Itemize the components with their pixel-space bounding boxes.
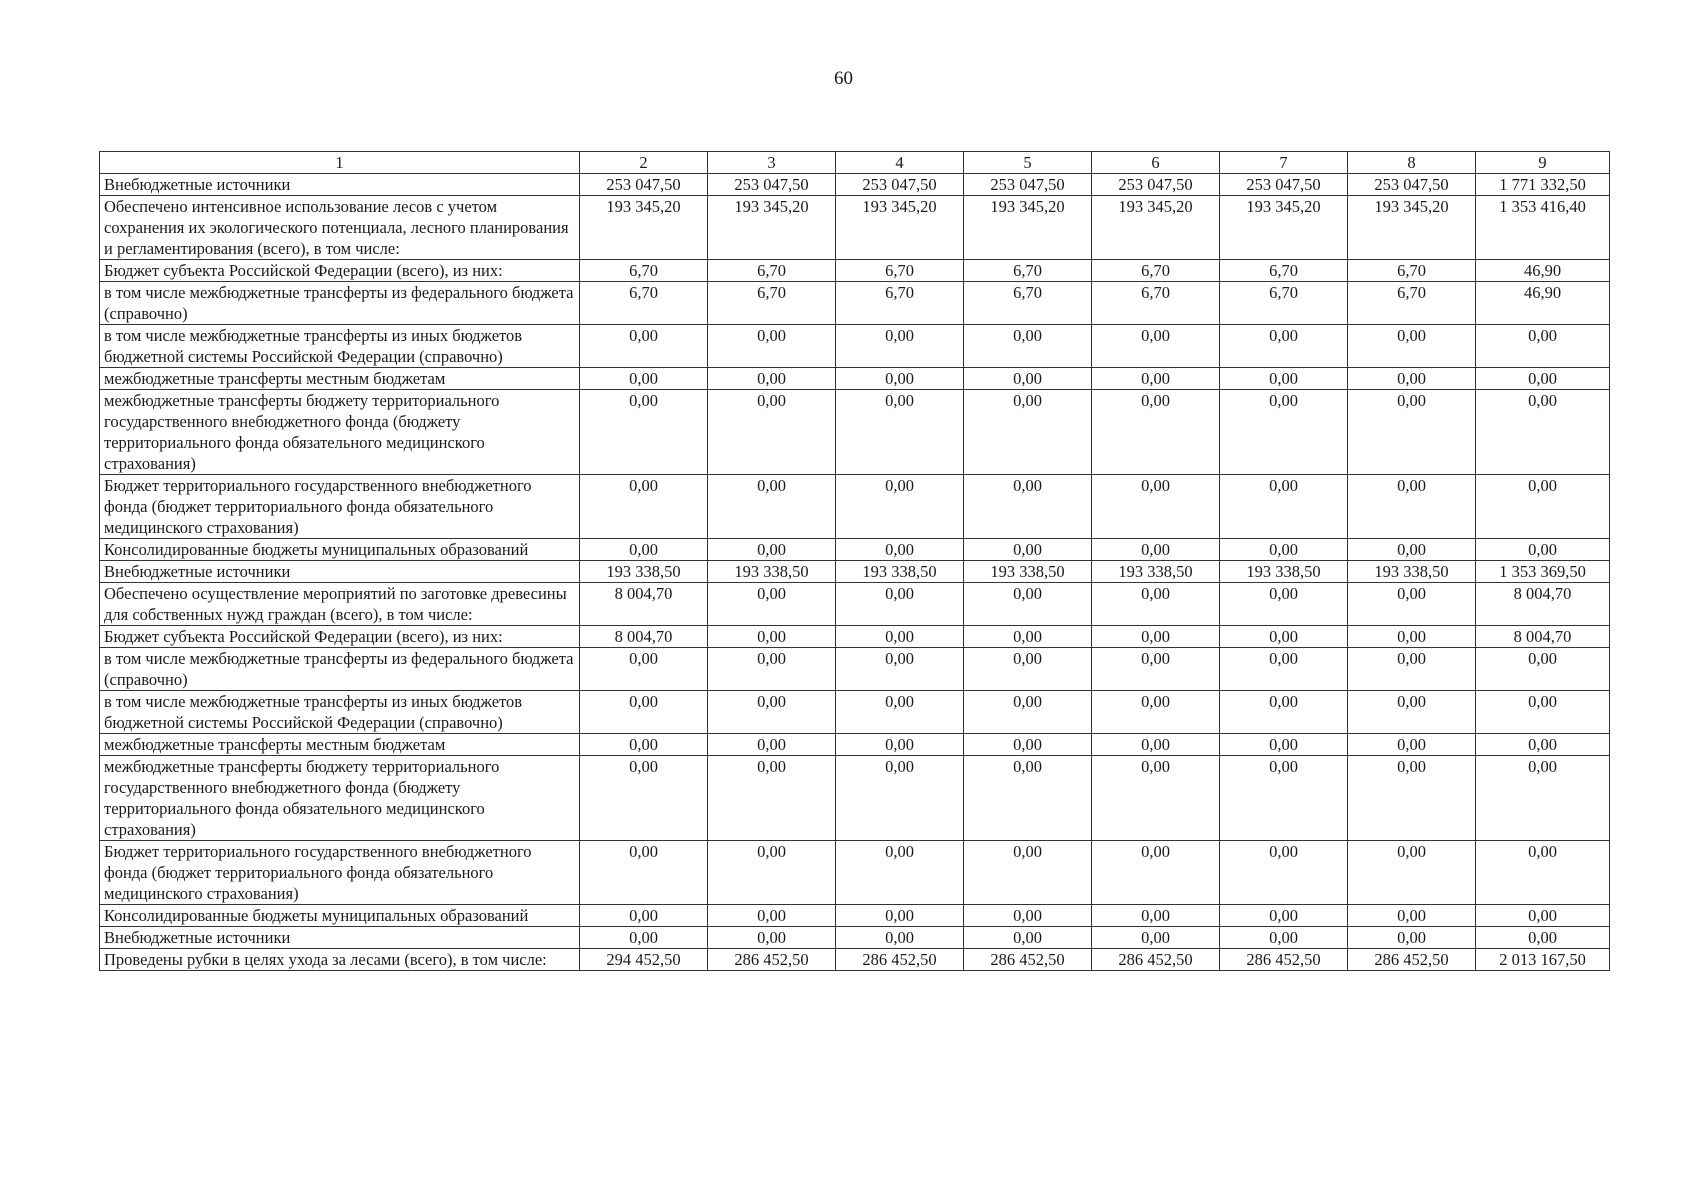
table-body [100,174,1610,971]
cell-value: 6,70 [1348,260,1476,282]
cell-value: 0,00 [708,734,836,756]
cell-value: 193 338,50 [1348,561,1476,583]
cell-value: 0,00 [580,691,708,734]
cell-value: 0,00 [708,583,836,626]
cell-value: 0,00 [1220,905,1348,927]
cell-value: 0,00 [708,648,836,691]
row-label: межбюджетные трансферты бюджету территориального государственного внебюджетного фонда (бюджету территориального фонда обязательного медицинского страхования) [100,756,580,841]
cell-value: 0,00 [580,539,708,561]
cell-value: 253 047,50 [580,174,708,196]
cell-value: 0,00 [1476,539,1610,561]
cell-value: 0,00 [1220,325,1348,368]
cell-value: 0,00 [836,841,964,905]
page-number: 60 [834,68,853,89]
row-label: Обеспечено интенсивное использование лесов с учетом сохранения их экологического потенциала, лесного планирования и регламентирования (всего), в том числе: [100,196,580,260]
cell-value: 193 338,50 [708,561,836,583]
column-header: 1 [100,152,580,174]
cell-value: 0,00 [580,475,708,539]
row-label: Обеспечено осуществление мероприятий по заготовке древесины для собственных нужд граждан (всего), в том числе: [100,583,580,626]
column-header: 9 [1476,152,1610,174]
row-label: в том числе межбюджетные трансферты из иных бюджетов бюджетной системы Российской Федерации (справочно) [100,325,580,368]
row-label: межбюджетные трансферты местным бюджетам [100,734,580,756]
column-header: 5 [964,152,1092,174]
cell-value: 0,00 [964,390,1092,475]
cell-value: 0,00 [1348,583,1476,626]
cell-value: 0,00 [580,390,708,475]
cell-value: 0,00 [836,691,964,734]
cell-value: 0,00 [836,756,964,841]
table-row [100,905,1610,927]
cell-value: 193 345,20 [1092,196,1220,260]
column-header: 6 [1092,152,1220,174]
cell-value: 0,00 [836,368,964,390]
row-label: в том числе межбюджетные трансферты из федерального бюджета (справочно) [100,282,580,325]
cell-value: 193 345,20 [580,196,708,260]
cell-value: 253 047,50 [1220,174,1348,196]
cell-value: 0,00 [1348,927,1476,949]
cell-value: 0,00 [1348,539,1476,561]
cell-value: 294 452,50 [580,949,708,971]
table-row [100,626,1610,648]
cell-value: 253 047,50 [708,174,836,196]
row-label: межбюджетные трансферты бюджету территориального государственного внебюджетного фонда (бюджету территориального фонда обязательного медицинского страхования) [100,390,580,475]
cell-value: 253 047,50 [1092,174,1220,196]
cell-value: 0,00 [964,648,1092,691]
cell-value: 0,00 [1348,626,1476,648]
cell-value: 0,00 [708,325,836,368]
cell-value: 0,00 [580,905,708,927]
cell-value: 0,00 [708,539,836,561]
cell-value: 0,00 [1348,475,1476,539]
cell-value: 193 338,50 [580,561,708,583]
cell-value: 0,00 [1092,390,1220,475]
cell-value: 2 013 167,50 [1476,949,1610,971]
cell-value: 6,70 [836,282,964,325]
cell-value: 0,00 [1092,648,1220,691]
cell-value: 0,00 [1348,691,1476,734]
row-label: в том числе межбюджетные трансферты из иных бюджетов бюджетной системы Российской Федерации (справочно) [100,691,580,734]
header-row [100,152,1610,174]
cell-value: 1 353 416,40 [1476,196,1610,260]
cell-value: 0,00 [836,583,964,626]
cell-value: 0,00 [1348,368,1476,390]
cell-value: 6,70 [1092,260,1220,282]
row-label: в том числе межбюджетные трансферты из федерального бюджета (справочно) [100,648,580,691]
cell-value: 0,00 [1220,390,1348,475]
cell-value: 0,00 [1476,927,1610,949]
column-header: 3 [708,152,836,174]
cell-value: 0,00 [1092,756,1220,841]
cell-value: 0,00 [708,927,836,949]
cell-value: 193 345,20 [964,196,1092,260]
cell-value: 0,00 [964,841,1092,905]
column-header: 4 [836,152,964,174]
table-row [100,539,1610,561]
column-header: 2 [580,152,708,174]
cell-value: 286 452,50 [708,949,836,971]
cell-value: 0,00 [1092,905,1220,927]
cell-value: 193 345,20 [1348,196,1476,260]
cell-value: 193 338,50 [836,561,964,583]
table-row [100,648,1610,691]
cell-value: 6,70 [1092,282,1220,325]
cell-value: 0,00 [1092,841,1220,905]
cell-value: 0,00 [1476,648,1610,691]
cell-value: 0,00 [964,905,1092,927]
cell-value: 0,00 [1220,626,1348,648]
cell-value: 0,00 [836,648,964,691]
cell-value: 0,00 [1348,734,1476,756]
cell-value: 1 771 332,50 [1476,174,1610,196]
cell-value: 0,00 [836,475,964,539]
cell-value: 0,00 [1092,325,1220,368]
cell-value: 0,00 [1092,539,1220,561]
cell-value: 0,00 [1220,841,1348,905]
cell-value: 0,00 [1348,841,1476,905]
row-label: межбюджетные трансферты местным бюджетам [100,368,580,390]
cell-value: 0,00 [580,368,708,390]
cell-value: 286 452,50 [964,949,1092,971]
cell-value: 0,00 [1476,905,1610,927]
cell-value: 0,00 [1092,368,1220,390]
cell-value: 0,00 [1220,927,1348,949]
budget-table [99,151,1610,971]
table-row [100,583,1610,626]
column-header: 7 [1220,152,1348,174]
cell-value: 0,00 [708,841,836,905]
cell-value: 0,00 [1220,648,1348,691]
cell-value: 0,00 [708,626,836,648]
table-row [100,561,1610,583]
cell-value: 0,00 [1092,734,1220,756]
table-row [100,196,1610,260]
cell-value: 6,70 [964,282,1092,325]
row-label: Бюджет субъекта Российской Федерации (всего), из них: [100,626,580,648]
cell-value: 253 047,50 [836,174,964,196]
cell-value: 253 047,50 [964,174,1092,196]
cell-value: 193 338,50 [1092,561,1220,583]
table-row [100,691,1610,734]
table-row [100,927,1610,949]
cell-value: 0,00 [1220,734,1348,756]
cell-value: 0,00 [580,648,708,691]
cell-value: 6,70 [580,260,708,282]
cell-value: 46,90 [1476,282,1610,325]
cell-value: 46,90 [1476,260,1610,282]
cell-value: 0,00 [964,756,1092,841]
cell-value: 0,00 [1220,583,1348,626]
cell-value: 0,00 [580,734,708,756]
cell-value: 0,00 [708,368,836,390]
cell-value: 0,00 [836,390,964,475]
cell-value: 6,70 [1220,260,1348,282]
cell-value: 0,00 [836,325,964,368]
cell-value: 6,70 [708,260,836,282]
cell-value: 0,00 [1476,841,1610,905]
cell-value: 0,00 [708,390,836,475]
table-row [100,282,1610,325]
cell-value: 286 452,50 [1348,949,1476,971]
cell-value: 0,00 [1476,390,1610,475]
cell-value: 8 004,70 [1476,583,1610,626]
row-label: Консолидированные бюджеты муниципальных образований [100,539,580,561]
cell-value: 6,70 [580,282,708,325]
cell-value: 0,00 [836,905,964,927]
cell-value: 0,00 [964,927,1092,949]
cell-value: 0,00 [1348,325,1476,368]
cell-value: 0,00 [964,583,1092,626]
cell-value: 0,00 [1092,475,1220,539]
cell-value: 0,00 [1348,648,1476,691]
table-row [100,841,1610,905]
table-row [100,734,1610,756]
cell-value: 286 452,50 [836,949,964,971]
cell-value: 0,00 [836,539,964,561]
row-label: Консолидированные бюджеты муниципальных образований [100,905,580,927]
cell-value: 0,00 [1476,734,1610,756]
cell-value: 0,00 [708,691,836,734]
cell-value: 0,00 [1092,626,1220,648]
cell-value: 0,00 [1476,756,1610,841]
cell-value: 193 338,50 [1220,561,1348,583]
cell-value: 0,00 [964,691,1092,734]
table-row [100,475,1610,539]
cell-value: 0,00 [964,626,1092,648]
table-row [100,756,1610,841]
row-label: Внебюджетные источники [100,174,580,196]
cell-value: 0,00 [1476,691,1610,734]
cell-value: 286 452,50 [1220,949,1348,971]
row-label: Бюджет территориального государственного внебюджетного фонда (бюджет территориального фонда обязательного медицинского страхования) [100,475,580,539]
cell-value: 6,70 [836,260,964,282]
cell-value: 8 004,70 [580,626,708,648]
cell-value: 6,70 [964,260,1092,282]
cell-value: 0,00 [1348,905,1476,927]
cell-value: 0,00 [708,475,836,539]
cell-value: 193 338,50 [964,561,1092,583]
cell-value: 8 004,70 [580,583,708,626]
cell-value: 193 345,20 [1220,196,1348,260]
cell-value: 0,00 [1092,691,1220,734]
cell-value: 0,00 [964,734,1092,756]
cell-value: 0,00 [964,475,1092,539]
row-label: Внебюджетные источники [100,927,580,949]
row-label: Внебюджетные источники [100,561,580,583]
cell-value: 0,00 [1220,539,1348,561]
column-header: 8 [1348,152,1476,174]
cell-value: 253 047,50 [1348,174,1476,196]
cell-value: 1 353 369,50 [1476,561,1610,583]
cell-value: 0,00 [964,539,1092,561]
cell-value: 0,00 [964,325,1092,368]
table-row [100,390,1610,475]
row-label: Проведены рубки в целях ухода за лесами (всего), в том числе: [100,949,580,971]
cell-value: 6,70 [1348,282,1476,325]
cell-value: 0,00 [708,905,836,927]
cell-value: 0,00 [1092,927,1220,949]
cell-value: 0,00 [580,756,708,841]
cell-value: 193 345,20 [708,196,836,260]
table-row [100,368,1610,390]
cell-value: 6,70 [708,282,836,325]
cell-value: 0,00 [1220,475,1348,539]
cell-value: 0,00 [1476,325,1610,368]
table-row [100,174,1610,196]
cell-value: 0,00 [1220,368,1348,390]
table-row [100,325,1610,368]
cell-value: 0,00 [836,626,964,648]
cell-value: 0,00 [836,927,964,949]
cell-value: 0,00 [708,756,836,841]
cell-value: 0,00 [964,368,1092,390]
table-row [100,260,1610,282]
cell-value: 0,00 [1220,691,1348,734]
cell-value: 0,00 [1092,583,1220,626]
cell-value: 193 345,20 [836,196,964,260]
cell-value: 8 004,70 [1476,626,1610,648]
cell-value: 0,00 [836,734,964,756]
cell-value: 0,00 [1220,756,1348,841]
cell-value: 0,00 [1348,390,1476,475]
row-label: Бюджет субъекта Российской Федерации (всего), из них: [100,260,580,282]
row-label: Бюджет территориального государственного внебюджетного фонда (бюджет территориального фонда обязательного медицинского страхования) [100,841,580,905]
table-row [100,949,1610,971]
cell-value: 0,00 [580,325,708,368]
cell-value: 0,00 [580,927,708,949]
cell-value: 286 452,50 [1092,949,1220,971]
cell-value: 0,00 [1476,368,1610,390]
cell-value: 0,00 [580,841,708,905]
cell-value: 0,00 [1348,756,1476,841]
cell-value: 6,70 [1220,282,1348,325]
cell-value: 0,00 [1476,475,1610,539]
